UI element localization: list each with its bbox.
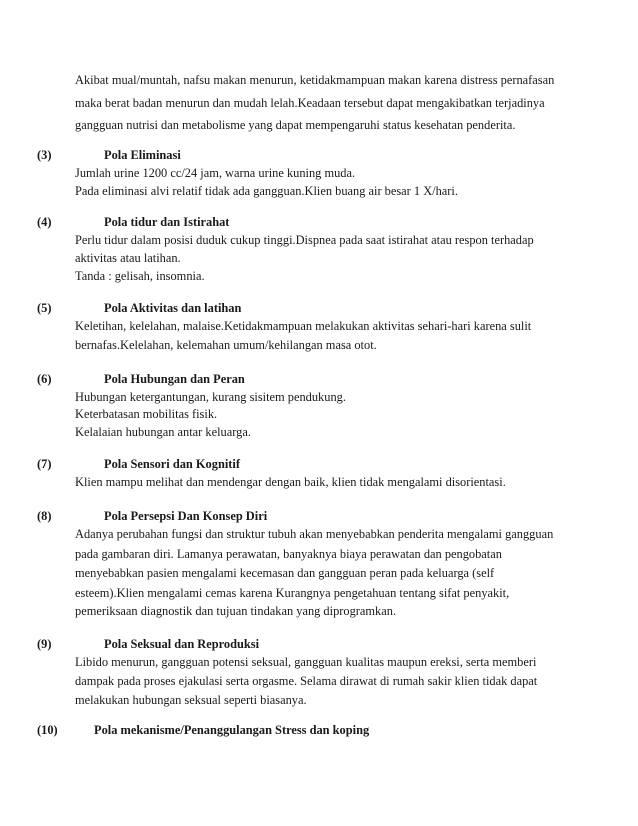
section-line: Hubungan ketergantungan, kurang sisitem pendukung.: [75, 390, 346, 404]
section-line: menyebabkan pasien mengalami kecemasan dan gangguan peran pada keluarga (self: [75, 566, 495, 580]
section-line: Pada eliminasi alvi relatif tidak ada gangguan.Klien buang air besar 1 X/hari.: [75, 184, 458, 198]
section-number: (10): [37, 723, 58, 737]
section-line: Tanda : gelisah, insomnia.: [75, 269, 205, 283]
section-title: Pola Seksual dan Reproduksi: [104, 637, 260, 651]
section-number: (4): [37, 215, 52, 229]
intro-line: gangguan nutrisi dan metabolisme yang dapat mempengaruhi status kesehatan penderita.: [75, 118, 516, 132]
section-title: Pola Hubungan dan Peran: [104, 372, 245, 386]
section-line: pemeriksaan diagnostik dan tujuan tindakan yang diprogramkan.: [75, 604, 397, 618]
section-line: melakukan hubungan seksual seperti biasanya.: [75, 693, 307, 707]
section-line: Perlu tidur dalam posisi duduk cukup tinggi.Dispnea pada saat istirahat atau respon terhadap: [75, 233, 534, 247]
section-title: Pola tidur dan Istirahat: [104, 215, 230, 229]
section-line: esteem).Klien mengalami cemas karena Kurangnya pengetahuan tentang sifat penyakit,: [75, 586, 510, 600]
section-title: Pola Aktivitas dan latihan: [104, 301, 242, 315]
section-line: Jumlah urine 1200 cc/24 jam, warna urine kuning muda.: [75, 166, 356, 180]
section-line: aktivitas atau latihan.: [75, 251, 181, 265]
section-line: bernafas.Kelelahan, kelemahan umum/kehilangan masa otot.: [75, 338, 377, 352]
section-number: (5): [37, 301, 52, 315]
section-line: Keletihan, kelelahan, malaise.Ketidakmampuan melakukan aktivitas sehari-hari karena sulit: [75, 319, 532, 333]
section-title: Pola Sensori dan Kognitif: [104, 457, 240, 471]
section-line: Kelalaian hubungan antar keluarga.: [75, 425, 251, 439]
section-line: dampak pada proses ejakulasi serta orgasme. Selama dirawat di rumah sakir klien tidak dapat: [75, 674, 538, 688]
section-line: Keterbatasan mobilitas fisik.: [75, 407, 218, 421]
section-number: (8): [37, 509, 52, 523]
section-number: (6): [37, 372, 52, 386]
section-number: (7): [37, 457, 52, 471]
section-line: pada gambaran diri. Lamanya perawatan, banyaknya biaya perawatan dan pengobatan: [75, 547, 502, 561]
section-title: Pola mekanisme/Penanggulangan Stress dan koping: [94, 723, 370, 737]
section-title: Pola Eliminasi: [104, 148, 181, 162]
section-line: Libido menurun, gangguan potensi seksual, gangguan kualitas maupun ereksi, serta memberi: [75, 655, 537, 669]
section-line: Adanya perubahan fungsi dan struktur tubuh akan menyebabkan penderita mengalami gangguan: [75, 527, 554, 541]
section-number: (3): [37, 148, 52, 162]
intro-line: maka berat badan menurun dan mudah lelah.Keadaan tersebut dapat mengakibatkan terjadinya: [75, 96, 545, 110]
intro-line: Akibat mual/muntah, nafsu makan menurun, ketidakmampuan makan karena distress pernafasan: [75, 73, 555, 87]
section-title: Pola Persepsi Dan Konsep Diri: [104, 509, 268, 523]
section-line: Klien mampu melihat dan mendengar dengan baik, klien tidak mengalami disorientasi.: [75, 475, 506, 489]
section-number: (9): [37, 637, 52, 651]
